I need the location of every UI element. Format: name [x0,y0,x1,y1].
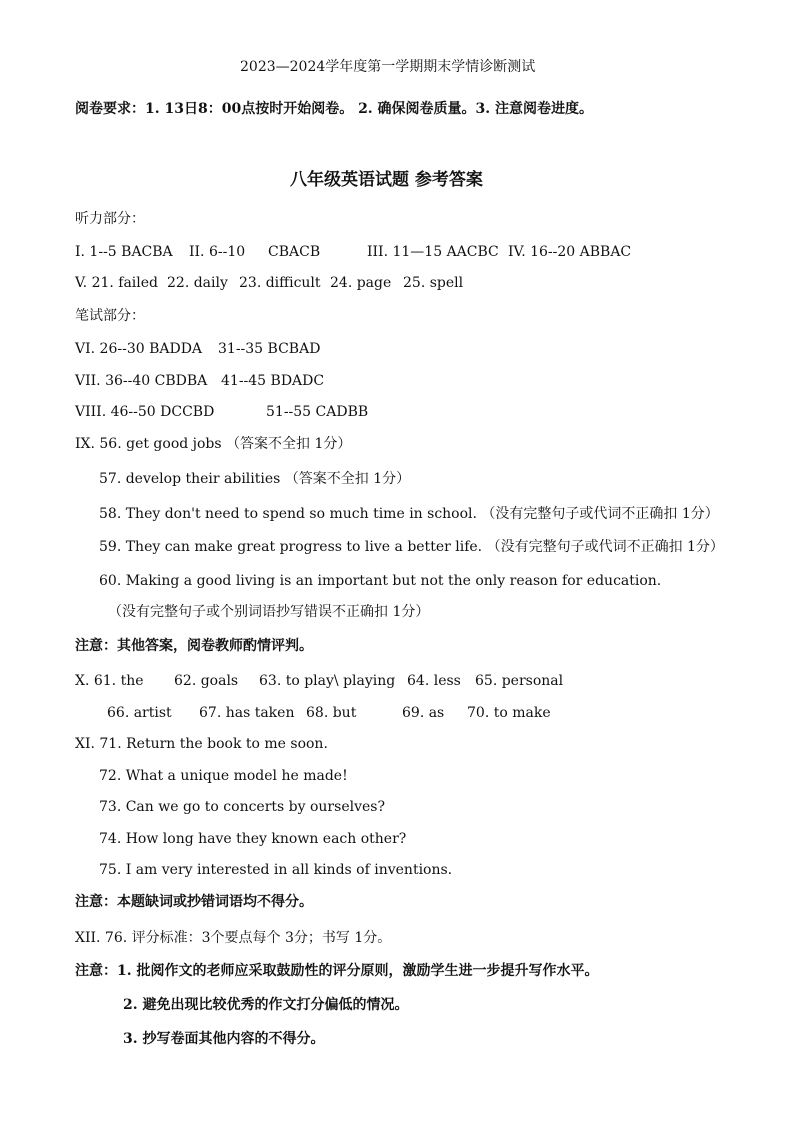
answer-66: 66. artist [107,705,172,721]
note-other-answers: 注意：其他答案，阅卷教师酌情评判。 [75,638,313,654]
answer-69: 69. as [402,705,445,721]
written-heading: 笔试部分： [75,308,145,324]
section-vii [75,372,325,390]
section-x-row-2 [107,704,551,722]
answer-24: 24. page [330,275,392,291]
section-vii-part-b: 41--45 BDADC [221,373,325,389]
grading-requirement: 阅卷要求：1. 13日8：00点按时开始阅卷。 2. 确保阅卷质量。3. 注意阅卷进度。 [75,101,594,117]
answer-73: 73. Can we go to concerts by ourselves? [99,799,385,815]
answer-61: X. 61. the [75,673,144,689]
listening-line-1 [75,243,632,261]
note-essay-2: 2. 避免出现比较优秀的作文打分偏低的情况。 [123,997,409,1013]
answer-56: IX. 56. get good jobs （答案不全扣 1分） [75,436,352,452]
answer-72: 72. What a unique model he made! [99,768,348,784]
section-i-answer: I. 1--5 BACBA [75,244,173,260]
answer-21: V. 21. failed [75,275,159,291]
answer-75: 75. I am very interested in all kinds of inventions. [99,862,453,878]
answer-64: 64. less [407,673,461,689]
answer-63: 63. to play\ playing [259,673,396,689]
section-vi [75,340,321,358]
section-x-row-1 [75,672,564,690]
answer-70: 70. to make [467,705,551,721]
section-viii-part-b: 51--55 CADBB [266,404,369,420]
note-essay-1: 注意：1. 批阅作文的老师应采取鼓励性的评分原则，激励学生进一步提升写作水平。 [75,963,599,979]
answer-60-note: （没有完整句子或个别词语抄写错误不正确扣 1分） [108,604,430,620]
answer-58: 58. They don't need to spend so much time in school. （没有完整句子或代词不正确扣 1分） [99,506,719,522]
note-missing-words: 注意：本题缺词或抄错词语均不得分。 [75,894,313,910]
answer-68: 68. but [306,705,357,721]
answer-57: 57. develop their abilities （答案不全扣 1分） [99,471,411,487]
listening-heading: 听力部分： [75,211,145,227]
answer-23: 23. difficult [239,275,321,291]
listening-line-2 [75,274,464,292]
answer-74: 74. How long have they known each other? [99,831,407,847]
answer-65: 65. personal [475,673,564,689]
answer-71: XI. 71. Return the book to me soon. [75,736,328,752]
answer-59: 59. They can make great progress to live a better life. （没有完整句子或代词不正确扣 1分） [99,539,724,555]
section-vi-part-b: 31--35 BCBAD [218,341,321,357]
section-ii-label: II. 6--10 [189,244,246,260]
document-title: 八年级英语试题 参考答案 [290,170,483,190]
section-xii-scoring: XII. 76. 评分标准：3个要点每个 3分；书写 1分。 [75,930,392,946]
answer-25: 25. spell [403,275,464,291]
exam-title: 2023—2024学年度第一学期期末学情诊断测试 [240,59,536,75]
section-iii-answer: III. 11—15 AACBC [367,244,499,260]
answer-62: 62. goals [174,673,239,689]
note-essay-3: 3. 抄写卷面其他内容的不得分。 [123,1031,325,1047]
section-vii-part-a: VII. 36--40 CBDBA [75,373,208,389]
section-vi-part-a: VI. 26--30 BADDA [75,341,203,357]
section-viii-part-a: VIII. 46--50 DCCBD [75,404,215,420]
answer-60: 60. Making a good living is an important but not the only reason for education. [99,573,662,589]
section-iv-answer: IV. 16--20 ABBAC [508,244,632,260]
section-viii [75,403,369,421]
section-ii-answer: CBACB [268,244,321,260]
answer-22: 22. daily [167,275,228,291]
answer-67: 67. has taken [199,705,295,721]
